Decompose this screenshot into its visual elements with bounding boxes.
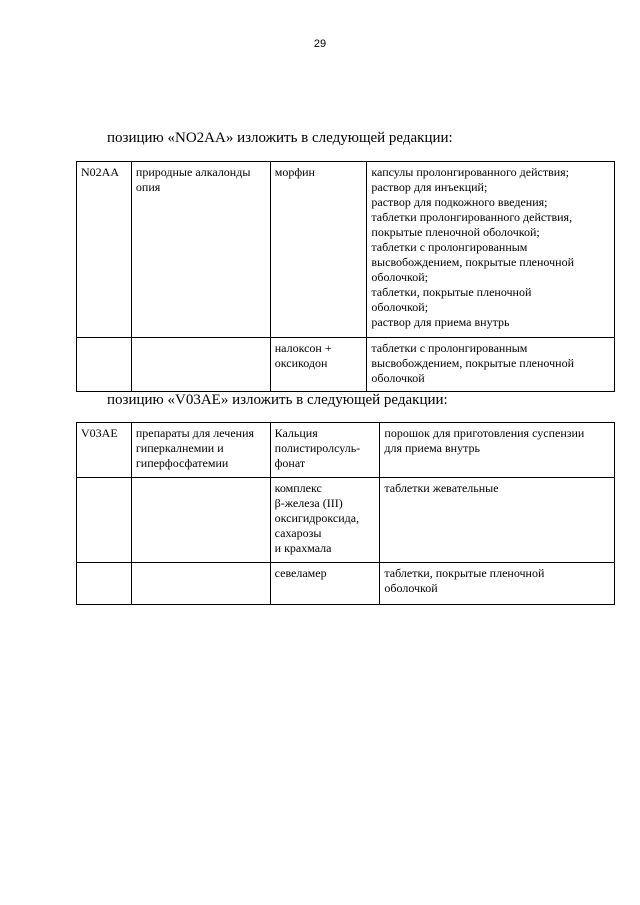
instruction-text-n02aa: позицию «NO2AA» изложить в следующей редакции: [107,130,453,146]
atc-code-cell [77,162,132,338]
atc-code-cell [77,423,132,478]
table-row [77,423,615,478]
cell-text-line: таблетки с пролонгированным [371,341,528,355]
table-row [77,563,615,605]
drug-name-cell [270,563,380,605]
drug-name-cell [270,162,367,338]
pharmacological-group-cell [131,162,270,338]
pharmacological-group-cell [131,423,270,478]
atc-code-cell [77,563,132,605]
cell-text-line: таблетки, покрытые пленочной [371,285,532,299]
table-body [77,162,615,392]
table-row [77,162,615,338]
cell-text-line: Кальция [274,426,318,440]
cell-text-line: оболочкой; [371,300,429,314]
drug-table-n02aa [76,161,615,392]
cell-text-line: высвобождением, покрытые пленочной [371,255,574,269]
page-number: 29 [313,38,327,50]
cell-text-line: морфин [274,165,315,179]
cell-text-line: опия [135,180,161,194]
cell-text-line: раствор для подкожного введения; [371,195,548,209]
cell-text-line: для приема внутрь [384,441,480,455]
drug-name-cell [270,338,367,392]
dosage-forms-cell [380,423,615,478]
cell-text-line: налоксон + [274,341,332,355]
dosage-forms-cell [367,162,615,338]
cell-text-line: комплекс [274,481,322,495]
cell-text-line: севеламер [274,566,327,580]
instruction-text-v03ae: позицию «V03AE» изложить в следующей редакции: [107,392,448,408]
cell-text-line: гиперфосфатемии [135,456,229,470]
drug-name-cell [270,478,380,563]
cell-text-line: оксигидроксида, [274,511,360,525]
table-row [77,338,615,392]
pharmacological-group-cell [131,563,270,605]
cell-text-line: таблетки с пролонгированным [371,240,528,254]
pharmacological-group-cell [131,338,270,392]
cell-text-line: оболочкой [384,581,438,595]
dosage-forms-cell [380,563,615,605]
cell-text-line: оболочкой; [371,270,429,284]
cell-text-line: таблетки жевательные [384,481,499,495]
cell-text-line: таблетки пролонгированного действия, [371,210,573,224]
cell-text-line: препараты для лечения [135,426,255,440]
drug-name-cell [270,423,380,478]
cell-text-line: природные алкалонды [135,165,251,179]
cell-text-line: оболочкой [371,371,425,385]
cell-text-line: покрытые пленочной оболочкой; [371,225,540,239]
cell-text-line: и крахмала [274,541,332,555]
dosage-forms-cell [380,478,615,563]
cell-text-line: порошок для приготовления суспензии [384,426,585,440]
cell-text-line: гиперкалнемии и [135,441,224,455]
dosage-forms-cell [367,338,615,392]
cell-text-line: β-железа (III) [274,496,343,510]
atc-code-cell [77,478,132,563]
cell-text-line: раствор для инъекций; [371,180,488,194]
cell-text-line: раствор для приема внутрь [371,315,510,329]
cell-text: N02AA [81,165,119,179]
table-row [77,478,615,563]
cell-text-line: полистиролсуль- [274,441,361,455]
cell-text-line: оксикодон [274,356,328,370]
cell-text-line: фонат [274,456,306,470]
atc-code-cell [77,338,132,392]
cell-text: V03AE [81,426,118,440]
drug-table-v03ae [76,422,615,605]
cell-text-line: высвобождением, покрытые пленочной [371,356,574,370]
cell-text-line: сахарозы [274,526,322,540]
cell-text-line: таблетки, покрытые пленочной [384,566,545,580]
table-body [77,423,615,605]
cell-text-line: капсулы пролонгированного действия; [371,165,570,179]
pharmacological-group-cell [131,478,270,563]
